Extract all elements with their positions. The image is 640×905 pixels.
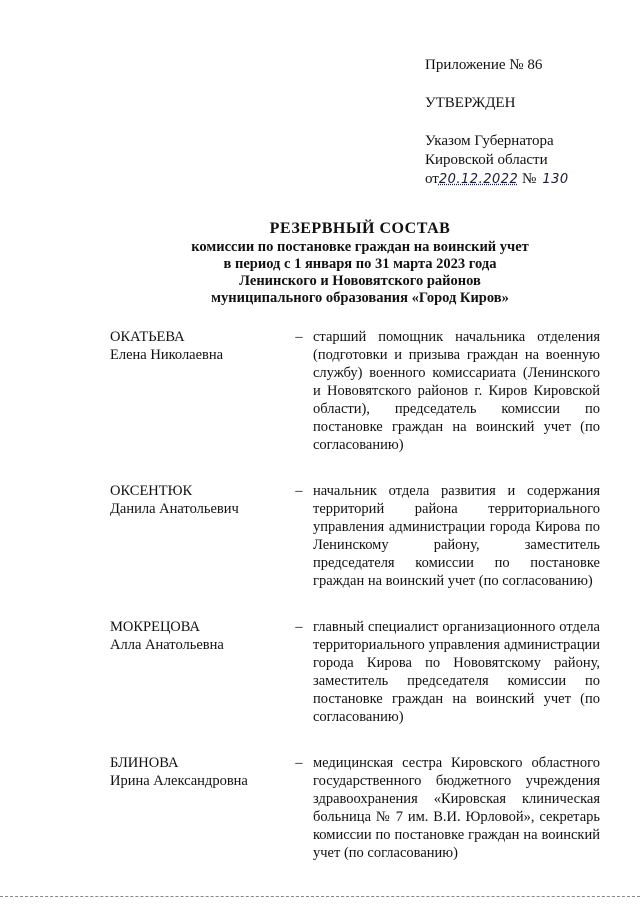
- member-given-name: Данила Анатольевич: [110, 501, 239, 517]
- member-name: [110, 618, 285, 726]
- member-list: [110, 328, 600, 890]
- title-line: комиссии по постановке граждан на воинский учет: [191, 239, 529, 255]
- member-dash: –: [295, 619, 303, 635]
- member-role: медицинская сестра Кировского областного государственного бюджетного учреждения здравоохранения «Кировская клиническая больница № 7 им. В.И. Юрловой», секретарь комиссии по постановке граждан на воинский учет (по согласованию): [313, 755, 600, 861]
- title-line: муниципального образования «Город Киров»: [211, 290, 509, 306]
- date-prefix: от: [425, 171, 439, 187]
- member-given-name: Ирина Александровна: [110, 773, 248, 789]
- member-dash: –: [295, 329, 303, 345]
- member-surname: БЛИНОВА: [110, 755, 179, 771]
- scan-edge-line: [0, 896, 640, 897]
- member-given-name: Алла Анатольевна: [110, 637, 224, 653]
- decree-number: [522, 171, 569, 187]
- member-entry: [110, 328, 600, 454]
- decree-date-line: [425, 170, 625, 189]
- member-surname: ОКАТЬЕВА: [110, 329, 185, 345]
- member-surname: ОКСЕНТЮК: [110, 483, 193, 499]
- member-entry: [110, 618, 600, 726]
- member-name: [110, 482, 285, 590]
- approval-header: [425, 56, 625, 189]
- member-name: [110, 754, 285, 862]
- member-dash: –: [295, 483, 303, 499]
- number-prefix: №: [522, 171, 537, 187]
- member-role: старший помощник начальника отделения (подготовки и призыва граждан на военную службу) военного комиссариата (Ленинского и Нововятского районов г. Киров Кировской области), председатель комиссии по постановке граждан на воинский учет (по согласованию): [313, 329, 600, 453]
- member-entry: [110, 754, 600, 862]
- handwritten-number: 130: [542, 172, 569, 187]
- decree-line-2: Кировской области: [425, 152, 548, 168]
- member-dash: –: [295, 755, 303, 771]
- document-title: [110, 220, 610, 307]
- member-entry: [110, 482, 600, 590]
- handwritten-date: 20.12.2022: [438, 172, 519, 187]
- decree-line-1: Указом Губернатора: [425, 133, 554, 149]
- approved-stamp: УТВЕРЖДЕН: [425, 95, 516, 111]
- appendix-number: Приложение № 86: [425, 57, 543, 73]
- member-name: [110, 328, 285, 454]
- member-role: главный специалист организационного отдела территориального управления администрации города Кирова по Нововятскому району, заместитель председателя комиссии по постановке граждан на воинский учет (по согласованию): [313, 619, 600, 725]
- title-line: в период с 1 января по 31 марта 2023 года: [223, 256, 497, 272]
- member-given-name: Елена Николаевна: [110, 347, 224, 363]
- title-main: РЕЗЕРВНЫЙ СОСТАВ: [269, 220, 451, 237]
- member-surname: МОКРЕЦОВА: [110, 619, 200, 635]
- title-line: Ленинского и Нововятского районов: [239, 273, 481, 289]
- member-role: начальник отдела развития и содержания территорий района территориального управления администрации города Кирова по Ленинскому району, заместитель председателя комиссии по постановке граждан на воинский учет (по согласованию): [313, 483, 600, 589]
